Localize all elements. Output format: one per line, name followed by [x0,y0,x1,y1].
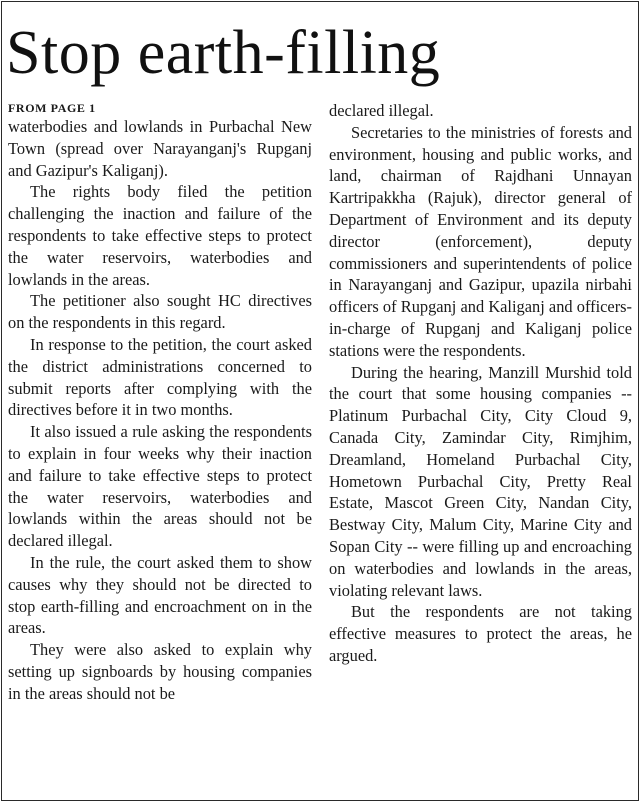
paragraph: The rights body filed the petition challenging the inaction and failure of the respondents to take effective steps to protect the water reservoirs, waterbodies and lowlands in the areas. [8,182,312,289]
headline: Stop earth-filling [6,19,441,87]
left-column [8,100,312,705]
paragraph: The petitioner also sought HC directives on the respondents in this regard. [8,291,312,333]
paragraph: They were also asked to explain why setting up signboards by housing companies in the areas should not be [8,640,312,703]
paragraph: In response to the petition, the court asked the district administrations concerned to submit reports after complying with the directives before it in two months. [8,334,312,420]
paragraph: Secretaries to the ministries of forests and environment, housing and public works, and land, chairman of Rajdhani Unnayan Kartripakkha (Rajuk), director general of Department of Environment and its deputy director (enforcement), deputy commissioners and superintendents of police in Narayanganj and Gazipur, upazila nirbahi officers of Rupganj and Kaliganj and officers-in-charge of Rupganj and Kaliganj police stations were the respondents. [329,122,632,360]
paragraph: declared illegal. [329,101,434,120]
paragraph: It also issued a rule asking the respondents to explain in four weeks why their inaction and failure to take effective steps to protect the water reservoirs, waterbodies and lowlands within the areas should not be declared illegal. [8,422,312,551]
right-column [329,100,632,667]
paragraph: During the hearing, Manzill Murshid told the court that some housing companies -- Platinum Purbachal City, City Cloud 9, Canada City, Zamindar City, Rimjhim, Dreamland, Homeland Purbachal City, Hometown Purbachal City, Pretty Real Estate, Mascot Green City, Nandan City, Bestway City, Malum City, Marine City and Sopan City -- were filling up and encroaching on waterbodies and lowlands in the areas, violating relevant laws. [329,362,632,600]
kicker: FROM PAGE 1 [8,101,96,115]
paragraph: waterbodies and lowlands in Purbachal New Town (spread over Narayanganj's Rupganj and Gazipur's Kaliganj). [8,117,312,180]
paragraph: In the rule, the court asked them to show causes why they should not be directed to stop earth-filling and encroachment on in the areas. [8,552,312,638]
paragraph: But the respondents are not taking effective measures to protect the areas, he argued. [329,602,632,665]
